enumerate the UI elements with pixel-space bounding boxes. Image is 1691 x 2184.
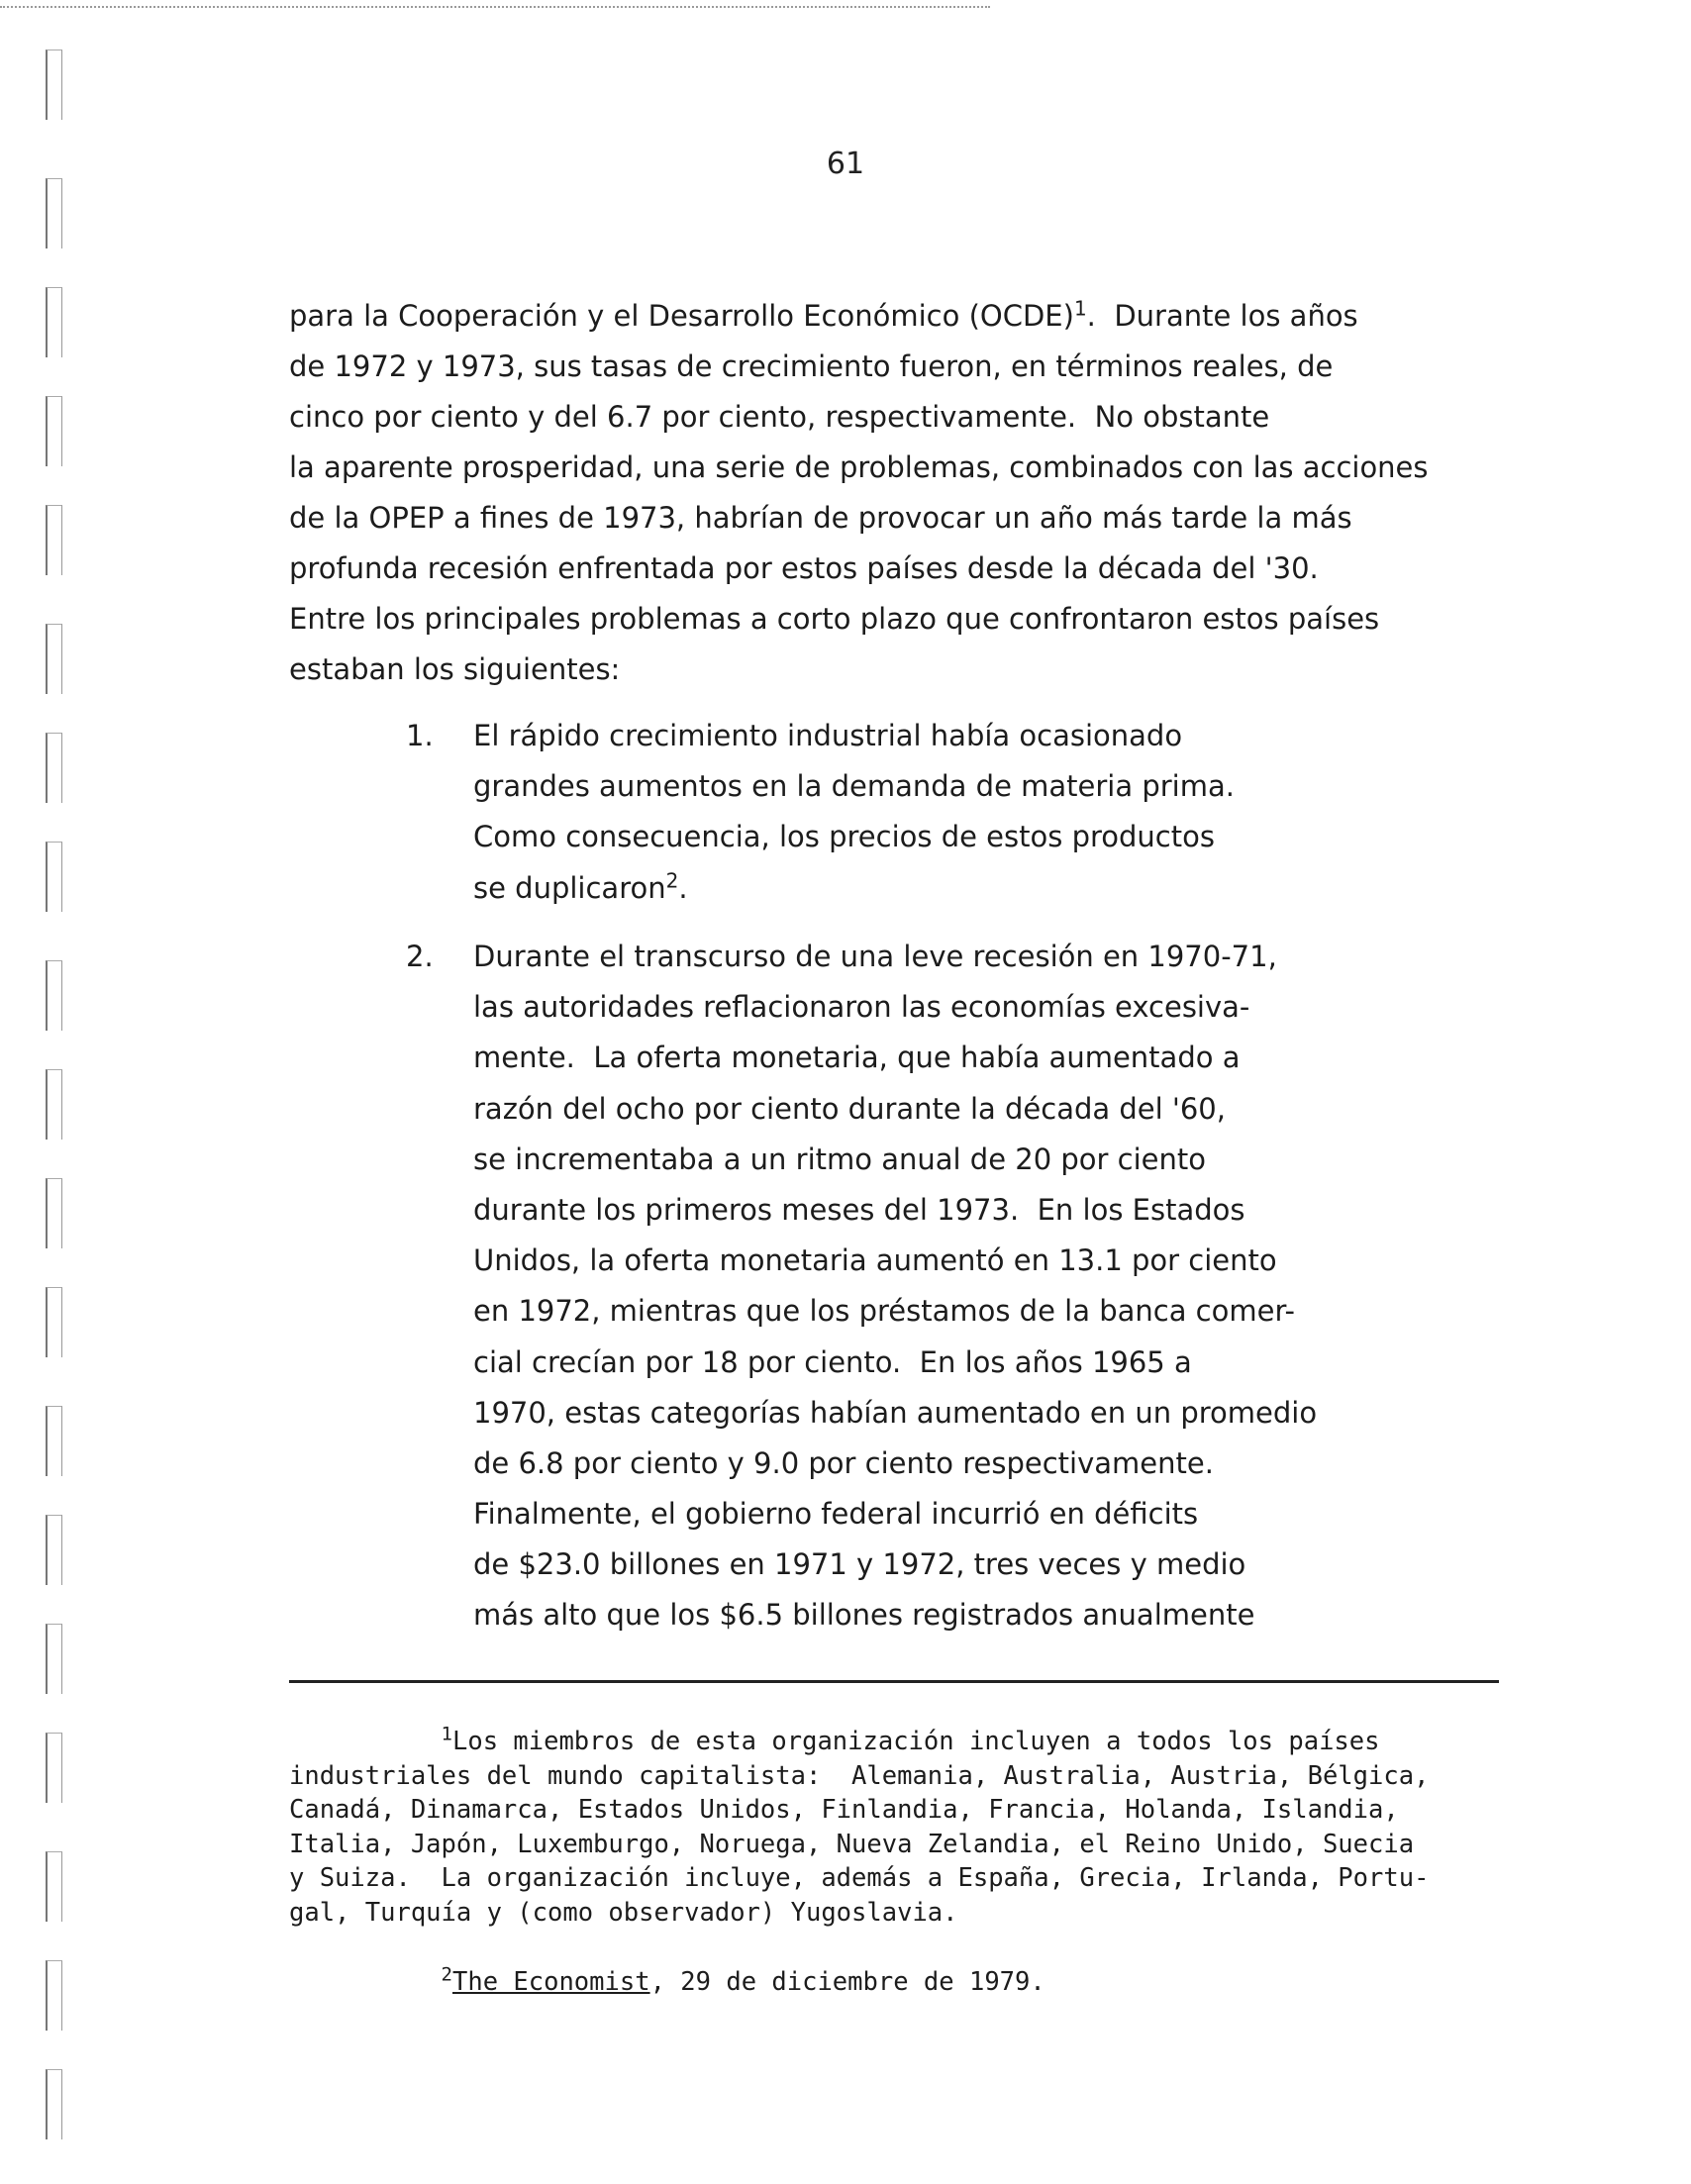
list-line: grandes aumentos en la demanda de materia prima. — [473, 769, 1235, 804]
footnote-line: y Suiza. La organización incluye, además a España, Grecia, Irlanda, Portu- — [289, 1863, 1430, 1893]
list-item-text — [473, 932, 1463, 1641]
footnote-line: Italia, Japón, Luxemburgo, Noruega, Nueva Zelandia, el Reino Unido, Suecia — [289, 1829, 1415, 1859]
list-line: de 6.8 por ciento y 9.0 por ciento respectivamente. — [473, 1445, 1214, 1480]
list-line: 1970, estas categorías habían aumentado en un promedio — [473, 1395, 1318, 1430]
body-line: de la OPEP a fines de 1973, habrían de provocar un año más tarde la más — [289, 501, 1352, 535]
footnote-ref-1[interactable]: 1 — [1073, 296, 1087, 321]
list-line: Durante el transcurso de una leve recesión en 1970-71, — [473, 940, 1277, 973]
binder-mark — [46, 960, 62, 1031]
binder-mark — [46, 842, 62, 912]
body-line: estaban los siguientes: — [289, 652, 621, 686]
body-line: de 1972 y 1973, sus tasas de crecimiento fueron, en términos reales, de — [289, 349, 1334, 383]
footnote-1 — [289, 1725, 1606, 1930]
footnote-divider — [289, 1680, 1499, 1683]
binder-mark — [46, 2069, 62, 2139]
binder-mark — [46, 178, 62, 248]
footnote-line: industriales del mundo capitalista: Alemania, Australia, Austria, Bélgica, — [289, 1760, 1430, 1791]
binder-mark — [46, 1960, 62, 2031]
binder-mark — [46, 1178, 62, 1248]
footnote-line: gal, Turquía y (como observador) Yugoslavia. — [289, 1897, 958, 1928]
binder-margin-marks — [38, 50, 77, 2178]
binder-mark — [46, 1287, 62, 1357]
body-line: cinco por ciento y del 6.7 por ciento, respectivamente. No obstante — [289, 400, 1270, 434]
binder-mark — [46, 50, 62, 120]
list-line: El rápido crecimiento industrial había ocasionado — [473, 719, 1183, 752]
list-line: las autoridades reflacionaron las economías excesiva- — [473, 990, 1250, 1025]
binder-mark — [46, 505, 62, 575]
footnote-2: $^2$The Economist, 29 de diciembre de 1979. — [441, 1963, 1045, 1997]
binder-mark — [46, 1069, 62, 1140]
body-paragraph — [289, 291, 1596, 695]
list-line: en 1972, mientras que los préstamos de la banca comer- — [473, 1294, 1295, 1329]
binder-mark — [46, 733, 62, 803]
binder-mark — [46, 1515, 62, 1585]
binder-mark — [46, 624, 62, 694]
binder-mark — [46, 1406, 62, 1476]
list-line: durante los primeros meses del 1973. En los Estados — [473, 1192, 1245, 1227]
scan-artifact-top — [0, 6, 990, 8]
binder-mark — [46, 396, 62, 466]
list-line: de $23.0 billones en 1971 y 1972, tres veces y medio — [473, 1547, 1246, 1582]
list-line: cial crecían por 18 por ciento. En los años 1965 a — [473, 1344, 1192, 1379]
footnote-line: $^1$Los miembros de esta organización incluyen a todos los países — [441, 1723, 1380, 1756]
page-number: 61 — [826, 147, 865, 181]
footnote-line: Canadá, Dinamarca, Estados Unidos, Finlandia, Francia, Holanda, Islandia, — [289, 1795, 1399, 1825]
footnote-marker: 2 — [441, 1963, 452, 1986]
binder-mark — [46, 1851, 62, 1922]
body-line: Entre los principales problemas a corto plazo que confrontaron estos países — [289, 602, 1380, 636]
list-line: razón del ocho por ciento durante la década del '60, — [473, 1091, 1226, 1126]
body-line: la aparente prosperidad, una serie de problemas, combinados con las acciones — [289, 450, 1429, 484]
list-line: Unidos, la oferta monetaria aumentó en 13.1 por ciento — [473, 1243, 1277, 1278]
binder-mark — [46, 287, 62, 357]
body-line: para la Cooperación y el Desarrollo Económico (OCDE)$^1$. Durante los años — [289, 296, 1358, 333]
footnote-marker: 1 — [441, 1723, 452, 1745]
footnote-ref-2[interactable]: 2 — [665, 867, 679, 892]
list-item-number: 2. — [406, 940, 434, 973]
citation-source: The Economist — [451, 1967, 650, 1997]
list-line: más alto que los $6.5 billones registrados anualmente — [473, 1598, 1255, 1633]
list-item-text — [473, 711, 1463, 914]
list-line: se incrementaba a un ritmo anual de 20 por ciento — [473, 1142, 1207, 1176]
list-line: se duplicaron$^2$. — [473, 867, 688, 905]
body-line: profunda recesión enfrentada por estos países desde la década del '30. — [289, 551, 1319, 585]
list-line: Como consecuencia, los precios de estos productos — [473, 820, 1215, 854]
binder-mark — [46, 1624, 62, 1694]
binder-mark — [46, 1733, 62, 1803]
list-line: Finalmente, el gobierno federal incurrió en déficits — [473, 1497, 1199, 1532]
list-line: mente. La oferta monetaria, que había aumentado a — [473, 1041, 1241, 1075]
list-item-number: 1. — [406, 719, 434, 752]
